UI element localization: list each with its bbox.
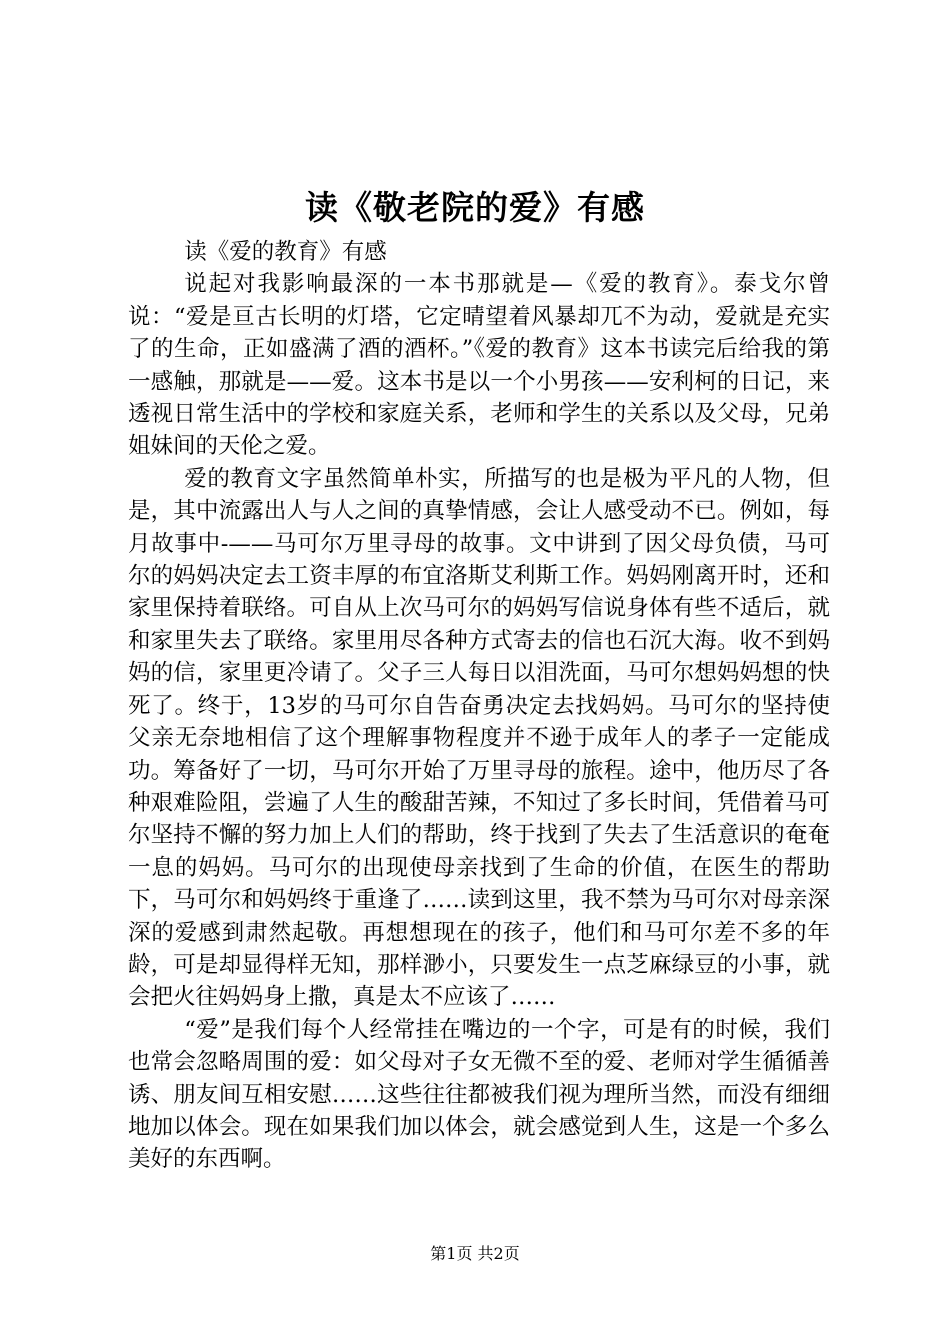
- body-paragraph: “爱”是我们每个人经常挂在嘴边的一个字，可是有的时候，我们也常会忽略周围的爱：如父母对子女无微不至的爱、老师对学生循循善诱、朋友间互相安慰……这些往往都被我们视为理所当然，而没有细细地加以体会。现在如果我们加以体会，就会感觉到人生，这是一个多么美好的东西啊。: [128, 1016, 830, 1173]
- body-subtitle: 读《爱的教育》有感: [184, 239, 387, 265]
- page-number-footer: 第1页 共2页: [430, 1244, 520, 1263]
- body-paragraph: 说起对我影响最深的一本书那就是—《爱的教育》。泰戈尔曾说：“爱是亘古长明的灯塔，它定晴望着风暴却兀不为动，爱就是充实了的生命，正如盛满了酒的酒杯。”《爱的教育》这本书读完后给我的第一感触，那就是——爱。这本书是以一个小男孩——安利柯的日记，来透视日常生活中的学校和家庭关系，老师和学生的关系以及父母，兄弟姐妹间的天伦之爱。: [128, 271, 830, 460]
- document-title: 读《敬老院的爱》有感: [305, 188, 645, 227]
- body-paragraph: 爱的教育文字虽然简单朴实，所描写的也是极为平凡的人物，但是，其中流露出人与人之间的真挚情感，会让人感受动不已。例如，每月故事中-——马可尔万里寻母的故事。文中讲到了因父母负债，马可尔的妈妈决定去工资丰厚的布宜洛斯艾利斯工作。妈妈刚离开时，还和家里保持着联络。可自从上次马可尔的妈妈写信说身体有些不适后，就和家里失去了联络。家里用尽各种方式寄去的信也石沉大海。收不到妈妈的信，家里更冷请了。父子三人每日以泪洗面，马可尔想妈妈想的快死了。终于，13岁的马可尔自告奋勇决定去找妈妈。马可尔的坚持使父亲无奈地相信了这个理解事物程度并不逊于成年人的孝子一定能成功。筹备好了一切，马可尔开始了万里寻母的旅程。途中，他历尽了各种艰难险阻，尝遍了人生的酸甜苦辣，不知过了多长时间，凭借着马可尔坚持不懈的努力加上人们的帮助，终于找到了失去了生活意识的奄奄一息的妈妈。马可尔的出现使母亲找到了生命的价值，在医生的帮助下，马可尔和妈妈终于重逢了……读到这里，我不禁为马可尔对母亲深深的爱感到肃然起敬。再想想现在的孩子，他们和马可尔差不多的年龄，可是却显得样无知，那样渺小，只要发生一点芝麻绿豆的小事，就会把火往妈妈身上撒，真是太不应该了……: [128, 465, 830, 1011]
- document-body: [128, 236, 830, 1176]
